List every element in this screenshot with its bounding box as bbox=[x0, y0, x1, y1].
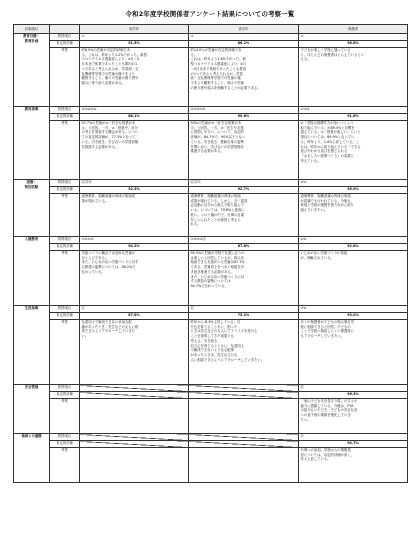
section-consideration-row bbox=[14, 448, 408, 483]
positive-rate-low: 87.6% bbox=[80, 313, 189, 320]
question-numbers-guardian: ②③④ bbox=[299, 107, 408, 114]
section-rate-row bbox=[14, 114, 408, 121]
question-numbers-high bbox=[189, 434, 299, 441]
positive-label: 肯定的評価 bbox=[50, 244, 80, 251]
question-numbers-guardian: ⑨⑩ bbox=[299, 180, 408, 187]
header-category: 評価項目 bbox=[14, 25, 50, 34]
positive-rate-low: 91.5% bbox=[80, 41, 189, 48]
positive-rate-low: 88.1% bbox=[80, 114, 189, 121]
positive-rate-high: 86.2% bbox=[189, 41, 299, 48]
question-numbers-guardian: ① bbox=[299, 34, 408, 41]
question-numbers-guardian: ⑤⑥ bbox=[299, 237, 408, 244]
consideration-text-low: 友達同士で解決できない状況な配 慮があったとき、先生などの大人に相 談できるようアプローチしていきた い。 bbox=[80, 320, 189, 385]
consideration-text-guardian: 多くの保護者が子どもの悩み事を学 校に相談できると回答。子どもの ことで学校へ相談しにくい保護者に もアプローチしていきたい。 bbox=[299, 320, 408, 385]
consideration-text-low: 道徳教育、規範意識の育成の取組成 果が現れている。 bbox=[80, 194, 189, 237]
header-row bbox=[14, 25, 408, 34]
positive-rate-low: 94.2% bbox=[80, 244, 189, 251]
section-rate-row bbox=[14, 41, 408, 48]
consideration-text-high: 95.5%の児童が学校で友達に会うの は楽しいと回答しているが、悩みを 相談できる友達がいる児童は87.7% である。児童同士をつなぐ取組を引 き続き推進する必要がある。 また、いじめのない学級づくりに対 する教員の姿勢については 94.7%で伝わっている。 bbox=[189, 251, 299, 306]
consideration-text-high: 約14.0％の児童が否定的評価であ る。 これは、昨年より1.8%下がった。新 型コロナウイルス感染症により、4月 ～5月末まで休校であったことも要因 の1つであると考えられるが、学習 面・交友関係等学校での児童の様 子をより観察すること、個々の児童 の困り感や悩みを理解することが必要である。 bbox=[189, 48, 299, 107]
question-label: 質問項目 bbox=[50, 237, 80, 244]
section-category: 生徒指導 bbox=[14, 306, 50, 385]
question-numbers-guardian: ⑦⑧ bbox=[299, 306, 408, 313]
question-numbers-low bbox=[80, 434, 189, 441]
page-title: 令和2年度学校関係者アンケート結果についての考察一覧 bbox=[125, 10, 295, 18]
section-rate-row bbox=[14, 441, 408, 448]
question-numbers-guardian: ⑫ bbox=[299, 385, 408, 392]
positive-rate-high bbox=[189, 392, 299, 399]
not-applicable-cell bbox=[80, 448, 189, 483]
header-low-grade: 低学年 bbox=[80, 25, 189, 34]
positive-rate-low bbox=[80, 392, 189, 399]
positive-rate-high bbox=[189, 441, 299, 448]
consideration-text-high: 93%の児童が⑤「好きな授業があ る」と回答。一方、⑥「先生や友達 に質問しやすい」について、肯定的 評価が、84.7%で、90%以下となっ ている。引き続き、教師自身の姿勢 を問い合い、学び合いの学習形態を 推進する必要がある。 bbox=[189, 121, 299, 180]
consideration-label: 考察 bbox=[50, 320, 80, 385]
question-numbers-high: ②③④⑤⑥ bbox=[189, 107, 299, 114]
positive-label: 肯定的評価 bbox=[50, 313, 80, 320]
not-applicable-cell bbox=[189, 448, 299, 483]
table-body bbox=[14, 34, 408, 483]
consideration-text-guardian: 道徳教育、規範意識の育成の取組 が認識でも行われている。今後も、 家庭と学校が連携を図りながら取り 組んでいきたい。 bbox=[299, 194, 408, 237]
question-numbers-low: ②③④⑤⑧ bbox=[80, 107, 189, 114]
consideration-label: 考察 bbox=[50, 399, 80, 434]
section-question-row bbox=[14, 434, 408, 441]
consideration-text-guardian: いじめのない学級づくりの取組 が、理解されている。 bbox=[299, 251, 408, 306]
consideration-text-high: 昨年から-8.3%上昇している。自 分込を育てることもに、困った ときは先生などの大人にアドバイスを受ける ことを指導してきた成果とも 考える。引き続き、 自立心を育てるとともに、友達同士 で解決できないような心配事 があったときは、先生などの大 人に相談できるようにアプローチしていきたい。 bbox=[189, 320, 299, 385]
consideration-text-high: 道徳教育、規範意識の育成の取組 成果が現れている。しかし、⑬「委員 会活動に自分から進んで取り組んで いる」については、70.6%と達成に 低い。コロナ禍の中で、行事の自粛 をしいられたことが原因と考えら れる。 bbox=[189, 194, 299, 237]
section-category: 人権教育 bbox=[14, 237, 50, 306]
section-category: 地域との連携 bbox=[14, 434, 50, 483]
positive-rate-high: 90.6% bbox=[189, 114, 299, 121]
question-numbers-low: ⑫⑬⑭ bbox=[80, 180, 189, 187]
section-consideration-row bbox=[14, 194, 408, 237]
question-label: 質問項目 bbox=[50, 385, 80, 392]
positive-label: 肯定的評価 bbox=[50, 114, 80, 121]
section-question-row bbox=[14, 237, 408, 244]
positive-label: 肯定的評価 bbox=[50, 392, 80, 399]
section-rate-row bbox=[14, 187, 408, 194]
not-applicable-cell bbox=[189, 399, 299, 434]
consideration-label: 考察 bbox=[50, 251, 80, 306]
positive-label: 肯定的評価 bbox=[50, 187, 80, 194]
consideration-label: 考察 bbox=[50, 448, 80, 483]
section-question-row bbox=[14, 180, 408, 187]
question-numbers-high: ⑦⑧⑨⑩⑪ bbox=[189, 237, 299, 244]
consideration-text-low: 97.7%の児童が⑤「好きな授業があ る」と回答。一方、④「授業中、自分 の考えを発表する機会がある」につい ての肯定的評価が、77.3%となって いる。引き続き、学び合いの学習形態 を推進する必要がある。 bbox=[80, 121, 189, 180]
positive-label: 肯定的評価 bbox=[50, 441, 80, 448]
section-rate-row bbox=[14, 392, 408, 399]
consideration-text-guardian: 「東山子ども安全見守り隊」の方々の 協力に感謝している。今後は、PTA の協力もいただき、子どもの安全な登 への登下校の環境を強化していき たい。 bbox=[299, 399, 408, 434]
consideration-label: 考察 bbox=[50, 121, 80, 180]
section-category: 教育目標・ 教育計画 bbox=[14, 34, 50, 107]
consideration-text-low: 学級づくりの観点では良好な児童が ほとんどである。 また、いじめのない学級づくりに対す る教員の姿勢については、98.2%で 伝わっている。 bbox=[80, 251, 189, 306]
positive-rate-guardian: 93.0% bbox=[299, 313, 408, 320]
question-numbers-high: ⑫⑬⑭ bbox=[189, 180, 299, 187]
positive-label: 肯定的評価 bbox=[50, 41, 80, 48]
evaluation-table bbox=[13, 24, 408, 483]
positive-rate-guardian: 92.8% bbox=[299, 244, 408, 251]
question-numbers-high: ⑫ bbox=[189, 306, 299, 313]
consideration-text-guardian: 子どもが楽しく学校に通っている と、ほとんどの保護者はとらえているとい える。 bbox=[299, 48, 408, 107]
section-rate-row bbox=[14, 313, 408, 320]
question-numbers-low: ⑦⑧⑨⑩ bbox=[80, 237, 189, 244]
question-label: 質問項目 bbox=[50, 180, 80, 187]
positive-rate-high: 92.7% bbox=[189, 187, 299, 194]
header-spacer bbox=[50, 25, 80, 34]
section-category: 安全管理 bbox=[14, 385, 50, 434]
section-consideration-row bbox=[14, 399, 408, 434]
section-question-row bbox=[14, 34, 408, 41]
question-numbers-low: ⑪ bbox=[80, 306, 189, 313]
positive-rate-high: 87.8% bbox=[189, 244, 299, 251]
question-numbers-low: ① bbox=[80, 34, 189, 41]
positive-rate-low: 92.3% bbox=[80, 187, 189, 194]
positive-rate-guardian: 94.7% bbox=[299, 441, 408, 448]
consideration-label: 考察 bbox=[50, 194, 80, 237]
section-question-row bbox=[14, 385, 408, 392]
header-high-grade: 高学年 bbox=[189, 25, 299, 34]
section-consideration-row bbox=[14, 251, 408, 306]
consideration-label: 考察 bbox=[50, 48, 80, 107]
positive-rate-guardian: 91.6% bbox=[299, 114, 408, 121]
section-category: 道徳・ 特別活動 bbox=[14, 180, 50, 237]
question-numbers-guardian: ⑬ bbox=[299, 434, 408, 441]
not-applicable-cell bbox=[80, 399, 189, 434]
section-rate-row bbox=[14, 244, 408, 251]
section-category: 教科指導 bbox=[14, 107, 50, 180]
positive-rate-high: 75.2% bbox=[189, 313, 299, 320]
positive-rate-guardian: 96.6% bbox=[299, 41, 408, 48]
section-consideration-row bbox=[14, 48, 408, 107]
positive-rate-low bbox=[80, 441, 189, 448]
consideration-text-low: 約8.5%の児童が否定的評価であ る。これは、昨年より1.2%下がった。新型 コロナウイルス感染症により、4月～5 月末まで休業であったことも要因の1 つであると考えられるが、学習面・交 友関係等学校での児童の様子をより 観察すること、個々の児童の困り感や 悩みに寄り添う必要がある。 bbox=[80, 48, 189, 107]
section-question-row bbox=[14, 306, 408, 313]
question-numbers-high bbox=[189, 385, 299, 392]
positive-rate-guardian: 96.3% bbox=[299, 392, 408, 399]
positive-rate-guardian: 95.9% bbox=[299, 187, 408, 194]
question-label: 質問項目 bbox=[50, 107, 80, 114]
question-label: 質問項目 bbox=[50, 34, 80, 41]
question-numbers-low bbox=[80, 385, 189, 392]
section-consideration-row bbox=[14, 121, 408, 180]
consideration-text-guardian: 行事への参加、学校からの情報発 信については、肯定的評価が高く、 年々上昇している。 bbox=[299, 448, 408, 483]
question-label: 質問項目 bbox=[50, 306, 80, 313]
header-guardian: 保護者 bbox=[299, 25, 408, 34]
question-numbers-high: ① bbox=[189, 34, 299, 41]
question-label: 質問項目 bbox=[50, 434, 80, 441]
section-question-row bbox=[14, 107, 408, 114]
section-consideration-row bbox=[14, 320, 408, 385]
consideration-text-guardian: ②「学校は基礎学力が身につくよう 取り組んでいる」が89.5%と目標を 超えている。③「授業が楽しい」という 項目については、89.9%となってい る。昨年より、1.6%上昇している。こ れは、昨年から取り組んでいる「できる 喜びやわかる喜びを感じられる 『おもしろい授業づくり』の成果と 考えている。 bbox=[299, 121, 408, 180]
